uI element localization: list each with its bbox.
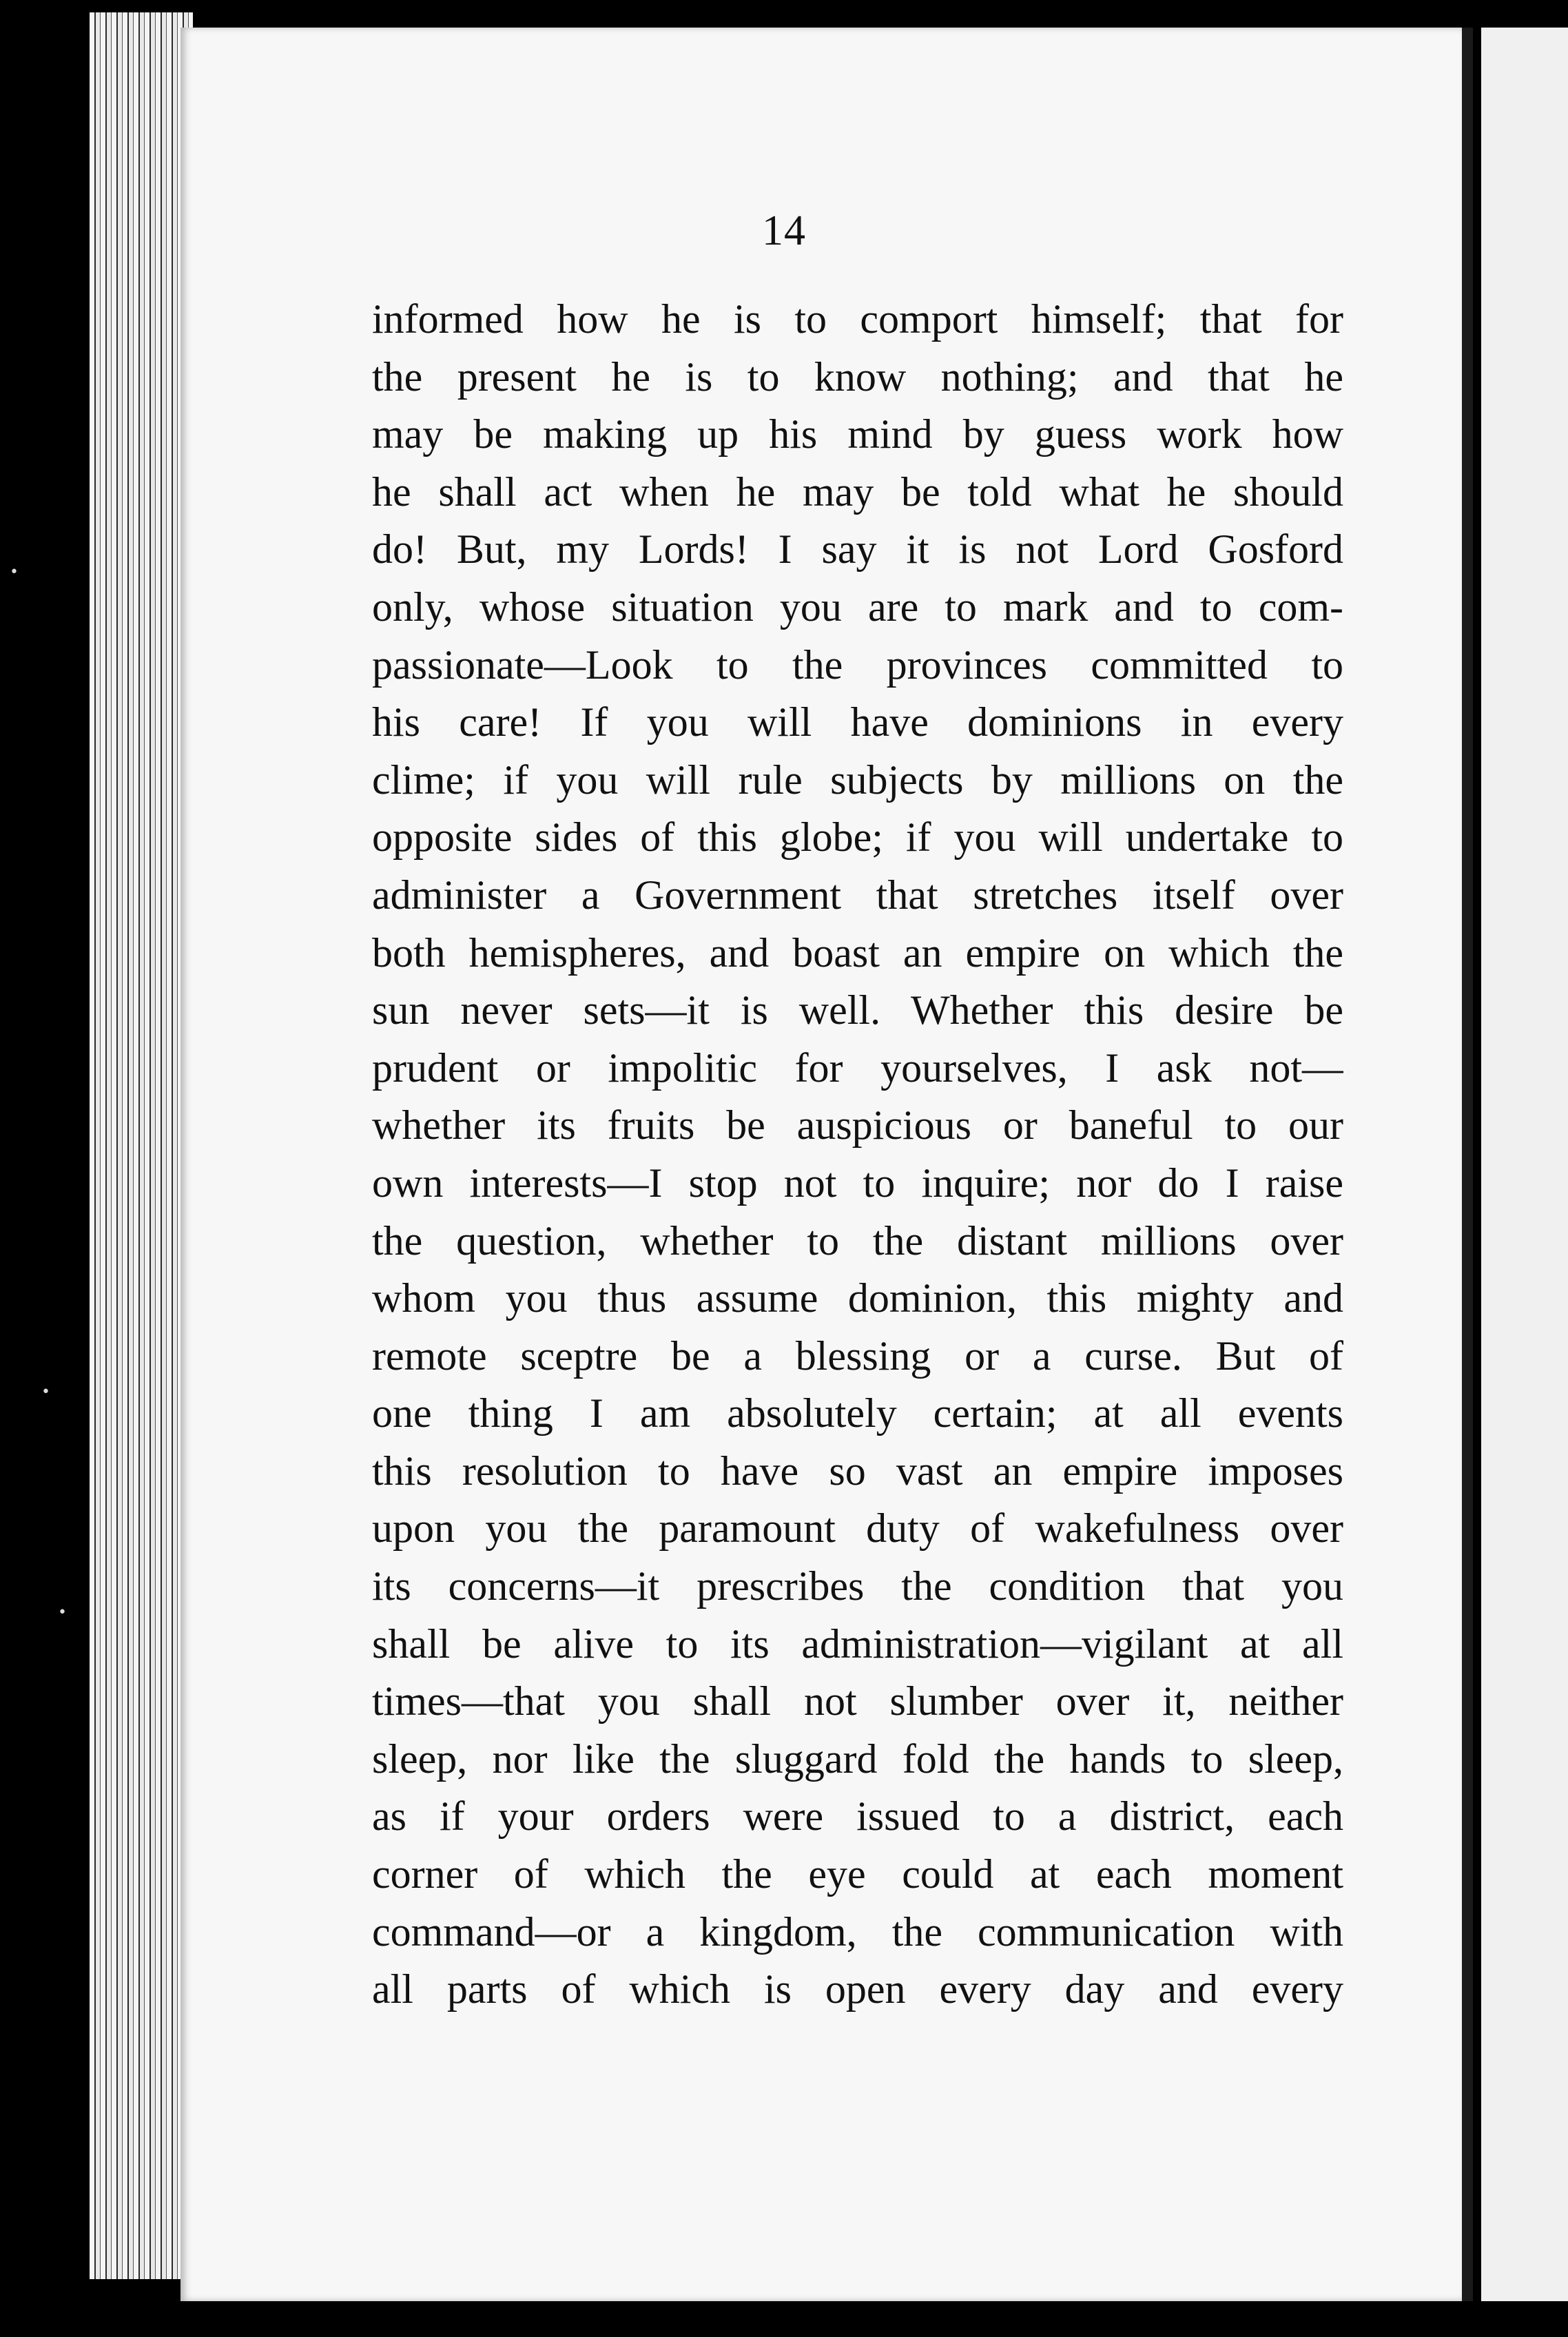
text-line: he shall act when he may be told what he should [372,469,1343,515]
text-line: his care! If you will have dominions in every [372,699,1343,745]
text-line: remote sceptre be a blessing or a curse. But of [372,1332,1343,1379]
text-line: clime; if you will rule subjects by millions on the [372,756,1343,803]
text-line: corner of which the eye could at each moment [372,1851,1343,1897]
speck-mark: • [41,1383,50,1401]
text-line: sleep, nor like the sluggard fold the hands to sleep, [372,1736,1343,1782]
text-line: whom you thus assume dominion, this mighty and [372,1275,1343,1321]
text-line: only, whose situation you are to mark and to com- [372,584,1343,630]
text-line: own interests—I stop not to inquire; nor do I raise [372,1160,1343,1206]
book-page-edges [90,12,193,2279]
text-line: sun never sets—it is well. Whether this desire be [372,987,1343,1033]
text-line: both hemispheres, and boast an empire on which the [372,929,1343,976]
text-line: times—that you shall not slumber over it, neither [372,1678,1343,1725]
text-line: this resolution to have so vast an empire imposes [372,1448,1343,1494]
text-line: whether its fruits be auspicious or baneful to our [372,1102,1343,1149]
page-number: 14 [762,207,806,254]
text-line: do! But, my Lords! I say it is not Lord Gosford [372,526,1343,573]
text-line: may be making up his mind by guess work how [372,411,1343,457]
text-line: the present he is to know nothing; and that he [372,353,1343,400]
text-line: informed how he is to comport himself; that for [372,296,1343,342]
text-line: administer a Government that stretches itself over [372,872,1343,918]
text-line: one thing I am absolutely certain; at all events [372,1390,1343,1437]
speck-mark: • [10,564,19,581]
text-line: its concerns—it prescribes the condition that you [372,1563,1343,1609]
speck-mark: • [58,1604,67,1621]
text-line: shall be alive to its administration—vigilant at all [372,1620,1343,1667]
right-page-shadow [1462,28,1473,2301]
text-line: upon you the paramount duty of wakefulness over [372,1505,1343,1552]
text-line: the question, whether to the distant millions over [372,1217,1343,1264]
text-line: command—or a kingdom, the communication with [372,1908,1343,1955]
body-text [372,291,1343,2019]
text-line: opposite sides of this globe; if you will undertake to [372,814,1343,861]
text-line: passionate—Look to the provinces committed to [372,641,1343,688]
text-line: as if your orders were issued to a district, each [372,1793,1343,1840]
text-line: prudent or impolitic for yourselves, I ask not— [372,1044,1343,1091]
facing-page-strip [1481,28,1568,2301]
text-line: all parts of which is open every day and every [372,1966,1343,2012]
